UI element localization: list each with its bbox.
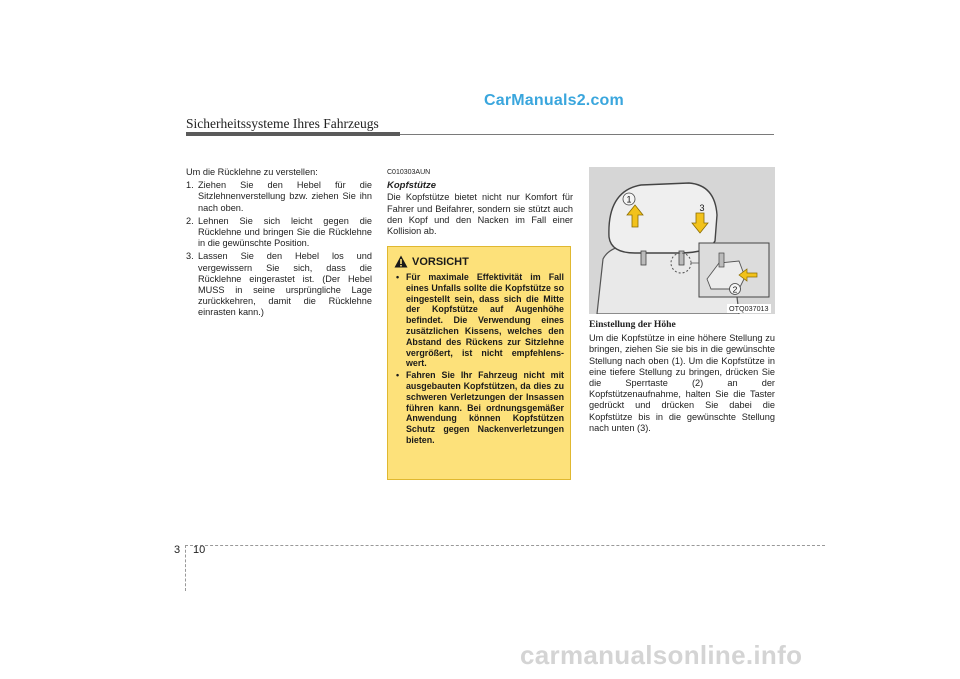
watermark-top: CarManuals2.com bbox=[484, 92, 624, 109]
warning-item: • Fahren Sie Ihr Fahrzeug nicht mit ausgebauten Kopfstützen, da dies zu schweren Verletzungen der Insassen führen kann. Bei ordnungsgemäßer Anwendung können Kopfstützen Schutz gegen Nackenverletzungen bieten. bbox=[394, 370, 564, 446]
warning-triangle-icon bbox=[394, 255, 408, 268]
page-number: 10 bbox=[193, 544, 206, 556]
headrest-heading: Kopfstütze bbox=[387, 180, 437, 192]
callout-2: 2 bbox=[732, 284, 738, 295]
headrest-drawing bbox=[589, 167, 775, 314]
left-column bbox=[186, 167, 372, 321]
section-title: Sicherheitssysteme Ihres Fahrzeugs bbox=[186, 116, 379, 131]
footer-rule bbox=[185, 545, 825, 546]
callout-1: 1 bbox=[626, 194, 632, 205]
headrest-illustration bbox=[589, 167, 775, 314]
intro-text: Um die Rücklehne zu verstellen: bbox=[186, 167, 318, 177]
watermark-bottom: carmanualsonline.info bbox=[520, 640, 803, 670]
warning-box bbox=[387, 246, 571, 480]
section-code: C010303AUN bbox=[387, 169, 431, 176]
step-item: 1. Ziehen Sie den Hebel für die Sitzlehnenverstellung bzw. ziehen Sie ihn nach oben. bbox=[186, 180, 372, 213]
step-item: 2. Lehnen Sie sich leicht gegen die Rücklehne und bringen Sie die Rücklehne in die gewünschte Position. bbox=[186, 215, 372, 249]
headrest-text: Die Kopfstütze bietet nicht nur Komfort für Fahrer und Beifahrer, sondern sie stützt auch den Kopf und den Nacken im Fall einer Kollision ab. bbox=[387, 192, 573, 237]
warning-list bbox=[394, 272, 564, 446]
step-item: 3. Lassen Sie den Hebel los und vergewissern Sie sich, dass die Rücklehne eingerastet ist. (Der Hebel MUSS in seine ursprüngliche Lage zurückkehren, damit die Rücklehne einrasten kann.) bbox=[186, 251, 372, 318]
right-column bbox=[589, 319, 775, 434]
callout-3: 3 bbox=[699, 203, 705, 213]
header-bar bbox=[186, 132, 400, 136]
step-list bbox=[186, 180, 372, 318]
chapter-number: 3 bbox=[174, 544, 181, 556]
footer-divider bbox=[185, 545, 186, 591]
warning-item: • Für maximale Effektivität im Fall eines Unfalls sollte die Kopfstütze so eingestellt sein, dass sich die Mitte der Kopfstütze auf Augenhöhe befindet. Die Verwendung eines zusätzlichen Kissens, welches den Abstand des Rückens zur Sitzlehne vergrößert, ist nicht empfehlens-wert. bbox=[394, 272, 564, 369]
height-adjust-text: Um die Kopfstütze in eine höhere Stellung zu bringen, ziehen Sie sie bis in die gewünschte Stellung nach oben (1). Um die Kopfstütze in eine tiefere Stellung zu bringen, drücken Sie die Sperrtaste (2) an der Kopfstützenaufnahme, halten Sie die Taster gedrückt und drücken Sie dabei die Kopfstütze bis in die gewünschte Stellung nach unten (3). bbox=[589, 333, 775, 433]
warning-title: VORSICHT bbox=[412, 255, 469, 268]
warning-header bbox=[394, 255, 564, 268]
header-rule bbox=[400, 134, 774, 135]
middle-column bbox=[387, 167, 573, 237]
height-adjust-heading: Einstellung der Höhe bbox=[589, 319, 676, 330]
figure-label: OTQ037013 bbox=[729, 304, 769, 313]
